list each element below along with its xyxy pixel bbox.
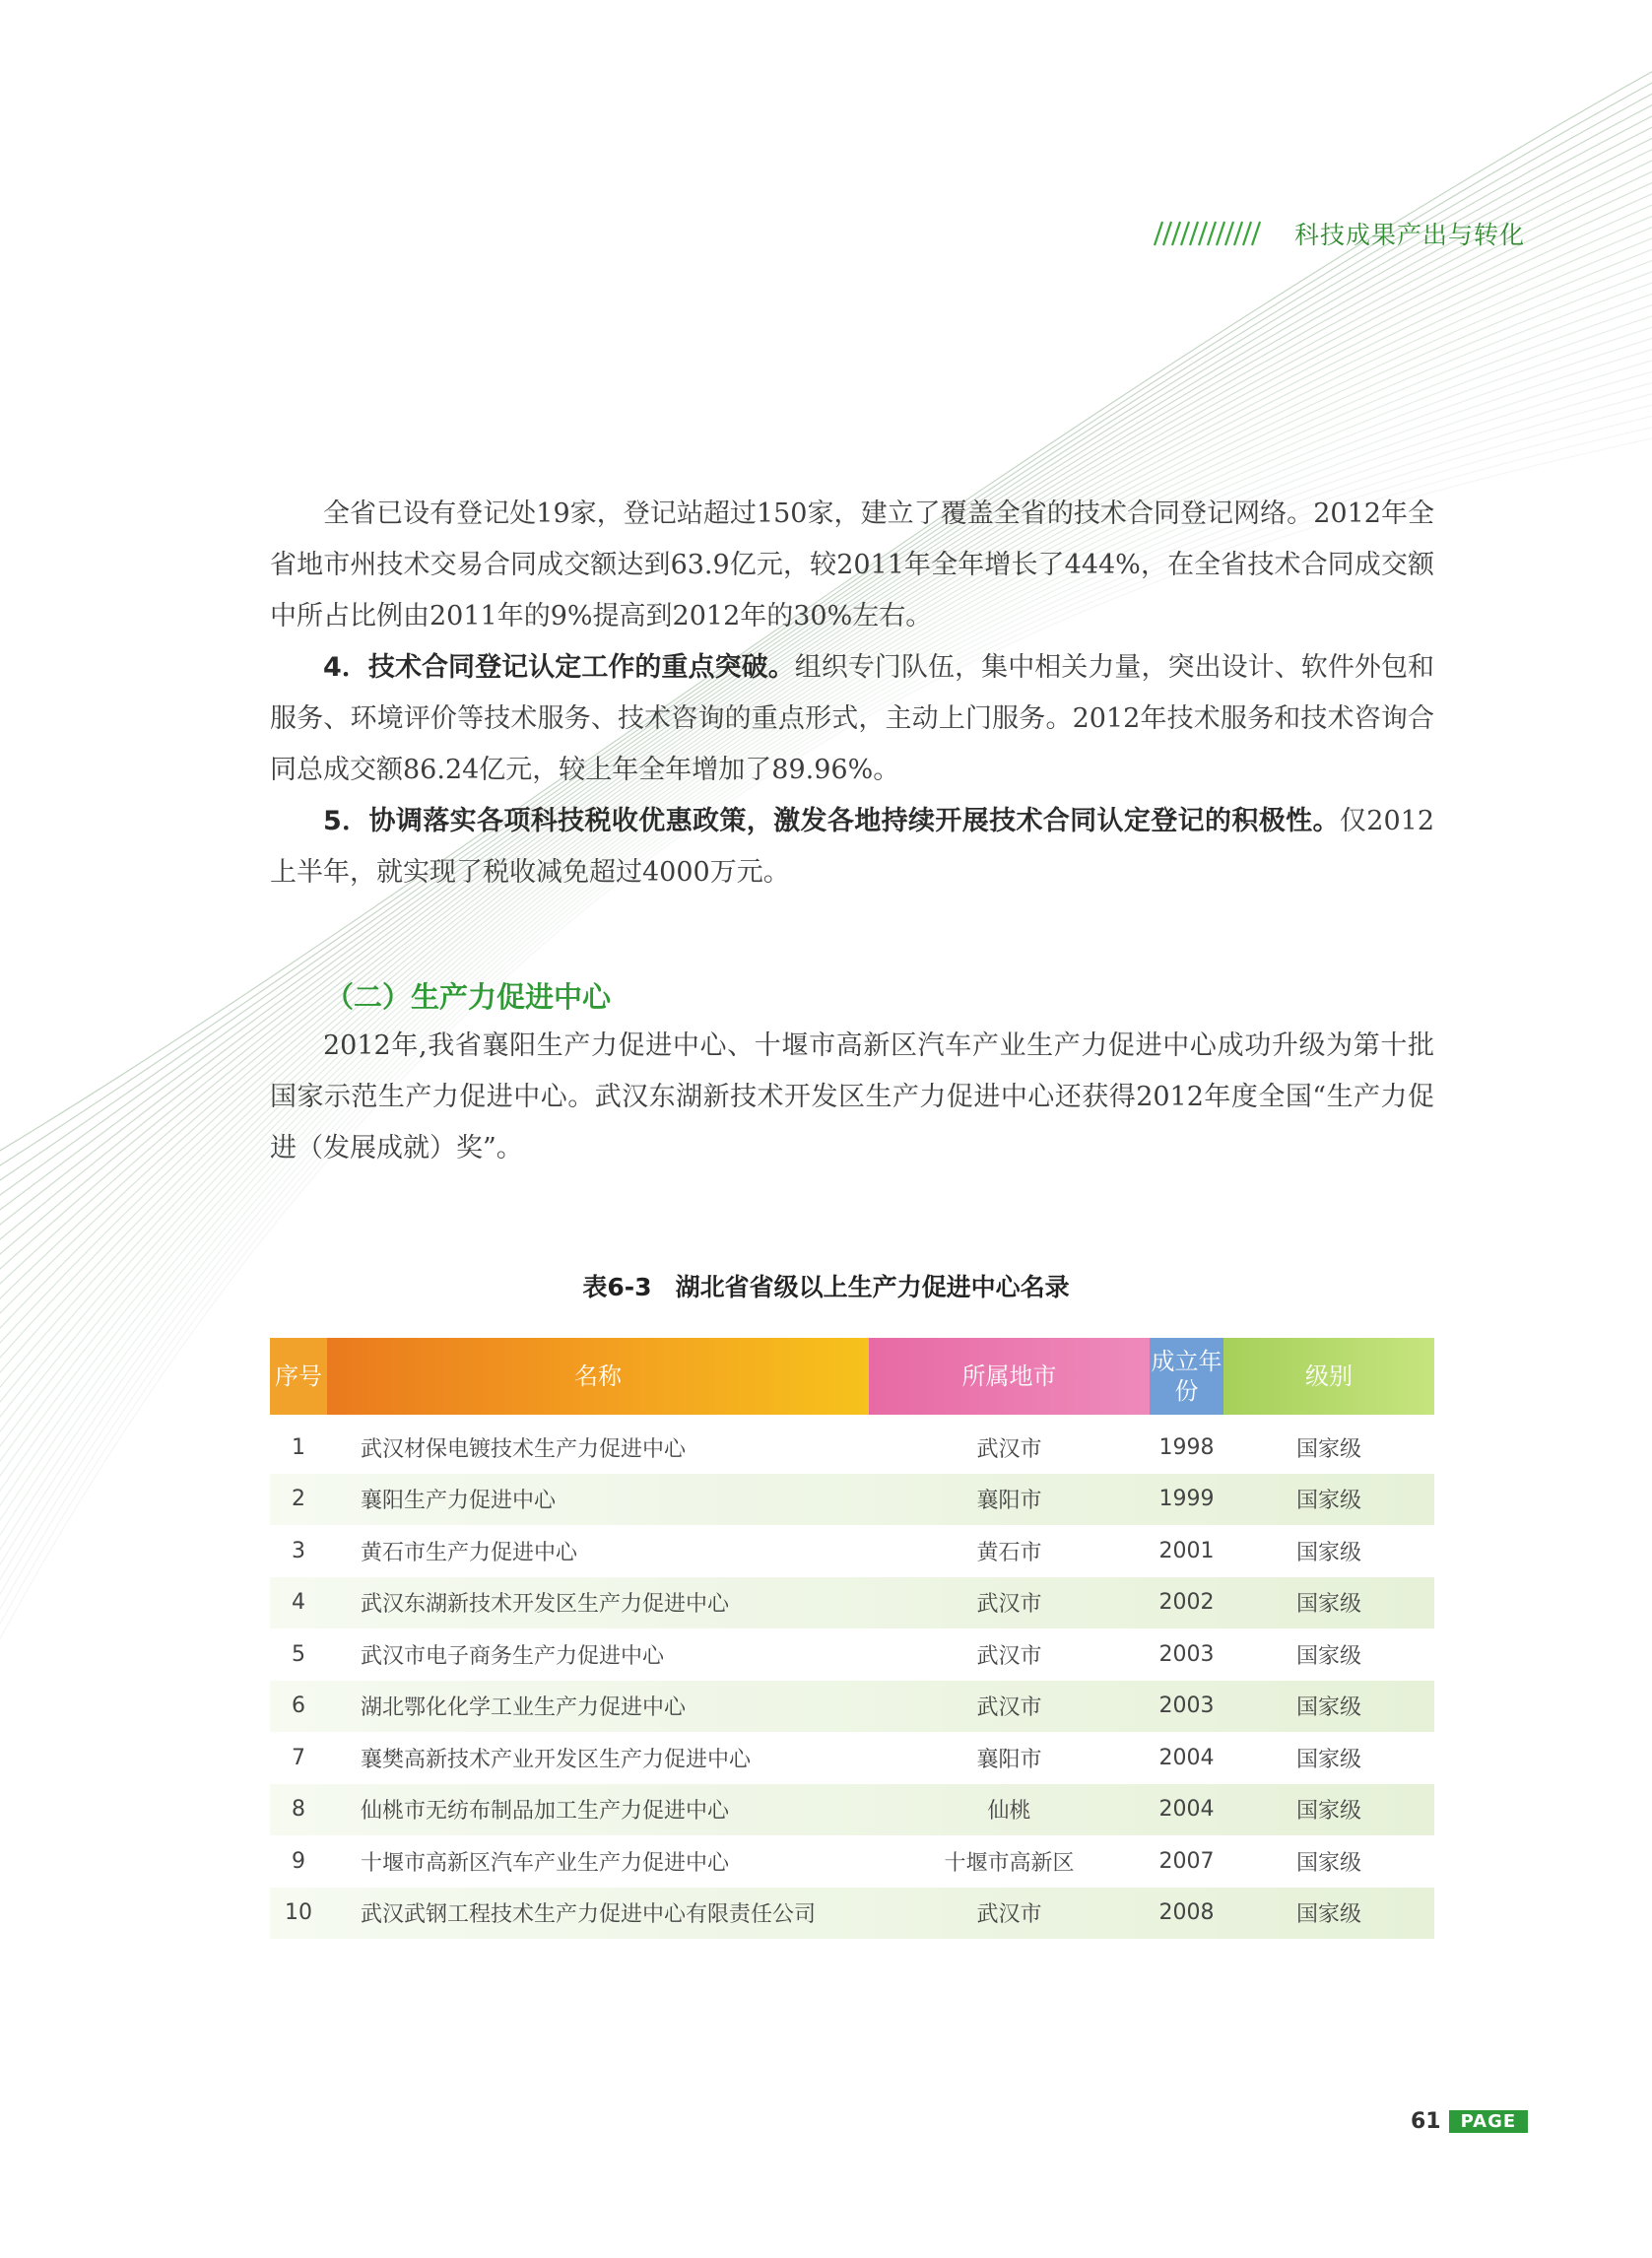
diagonal-stripes-icon: [1151, 220, 1269, 247]
table-title: 湖北省省级以上生产力促进中心名录: [675, 1273, 1070, 1301]
cell-city: 武汉市: [976, 1592, 1042, 1618]
table-row: [270, 1784, 1434, 1836]
running-header: [1151, 212, 1525, 255]
table-row: [270, 1422, 1434, 1474]
section-heading: （二）生产力促进中心: [325, 980, 612, 1014]
cell-no: 9: [292, 1848, 305, 1874]
chapter-title: 科技成果产出与转化: [1294, 221, 1526, 249]
cell-level: 国家级: [1295, 1902, 1361, 1928]
cell-name: 襄阳生产力促进中心: [361, 1489, 557, 1514]
page-number: 61: [1411, 2109, 1441, 2134]
cell-year: 2001: [1158, 1538, 1215, 1563]
paragraph: 4．技术合同登记认定工作的重点突破。组织专门队伍，集中相关力量，突出设计、软件外包和服务、环境评价等技术服务、技术咨询的重点形式，主动上门服务。2012年技术服务和技术咨询合同总成交额86.24亿元，较上年全年增加了89.96%。: [270, 652, 1435, 785]
cell-city: 仙桃: [987, 1799, 1031, 1825]
cell-no: 5: [292, 1641, 305, 1667]
cell-no: 3: [292, 1538, 305, 1563]
paragraph: 2012年,我省襄阳生产力促进中心、十堰市高新区汽车产业生产力促进中心成功升级为第十批国家示范生产力促进中心。武汉东湖新技术开发区生产力促进中心还获得2012年度全国“生产力促进（发展成就）奖”。: [270, 1030, 1434, 1163]
cell-no: 7: [292, 1745, 305, 1770]
table-row: [270, 1835, 1434, 1888]
table-number: 表6-3: [582, 1273, 652, 1301]
cell-no: 6: [292, 1694, 305, 1719]
cell-year: 1998: [1158, 1434, 1215, 1460]
cell-name: 仙桃市无纺布制品加工生产力促进中心: [361, 1799, 730, 1825]
cell-city: 十堰市高新区: [944, 1850, 1075, 1876]
cell-level: 国家级: [1295, 1643, 1361, 1669]
cell-city: 武汉市: [976, 1436, 1042, 1462]
header-year: 成立年份: [1150, 1338, 1223, 1415]
cell-year: 2004: [1158, 1797, 1215, 1823]
table-row: [270, 1681, 1434, 1733]
page-footer: [1411, 2109, 1528, 2134]
cell-city: 黄石市: [976, 1540, 1042, 1565]
cell-year: 2002: [1158, 1590, 1215, 1616]
cell-no: 8: [292, 1797, 305, 1823]
cell-level: 国家级: [1295, 1436, 1361, 1462]
cell-year: 2004: [1158, 1745, 1215, 1770]
cell-name: 襄樊高新技术产业开发区生产力促进中心: [361, 1747, 752, 1772]
header-level: 级别: [1223, 1338, 1434, 1415]
table-row: [270, 1628, 1434, 1681]
header-no: 序号: [270, 1338, 327, 1415]
table-caption: [0, 1268, 1652, 1303]
cell-name: 湖北鄂化化学工业生产力促进中心: [361, 1695, 687, 1721]
body-text-block-2: [270, 1021, 1434, 1174]
header-city: 所属地市: [869, 1338, 1150, 1415]
cell-year: 1999: [1158, 1487, 1215, 1512]
cell-level: 国家级: [1295, 1850, 1361, 1876]
header-name: 名称: [327, 1338, 869, 1415]
cell-year: 2003: [1158, 1641, 1215, 1667]
cell-city: 武汉市: [976, 1643, 1042, 1669]
cell-no: 1: [292, 1434, 305, 1460]
cell-level: 国家级: [1295, 1540, 1361, 1565]
paragraph: 全省已设有登记处19家，登记站超过150家，建立了覆盖全省的技术合同登记网络。2012年全省地市州技术交易合同成交额达到63.9亿元，较2011年全年增长了444%，在全省技术合同成交额中所占比例由2011年的9%提高到2012年的30%左右。: [270, 498, 1434, 631]
table-row: [270, 1577, 1434, 1629]
table-header-row: [270, 1338, 1434, 1415]
cell-city: 武汉市: [976, 1902, 1042, 1928]
cell-level: 国家级: [1295, 1747, 1361, 1772]
cell-name: 武汉材保电镀技术生产力促进中心: [361, 1436, 687, 1462]
cell-no: 2: [292, 1487, 305, 1512]
cell-year: 2008: [1158, 1900, 1215, 1926]
cell-name: 十堰市高新区汽车产业生产力促进中心: [361, 1850, 730, 1876]
cell-level: 国家级: [1295, 1695, 1361, 1721]
page-label: PAGE: [1449, 2110, 1529, 2133]
table-row: [270, 1732, 1434, 1784]
productivity-center-table: [270, 1338, 1434, 1939]
cell-level: 国家级: [1295, 1489, 1361, 1514]
paragraph: 5．协调落实各项科技税收优惠政策，激发各地持续开展技术合同认定登记的积极性。仅2012上半年，就实现了税收减免超过4000万元。: [270, 806, 1434, 888]
cell-level: 国家级: [1295, 1592, 1361, 1618]
cell-city: 襄阳市: [976, 1489, 1042, 1514]
body-text-block-1: [270, 489, 1434, 898]
cell-city: 襄阳市: [976, 1747, 1042, 1772]
table-row: [270, 1474, 1434, 1526]
cell-year: 2007: [1158, 1848, 1215, 1874]
cell-name: 黄石市生产力促进中心: [361, 1540, 578, 1565]
cell-no: 10: [285, 1900, 312, 1926]
cell-no: 4: [292, 1590, 305, 1616]
table-row: [270, 1888, 1434, 1940]
cell-name: 武汉东湖新技术开发区生产力促进中心: [361, 1592, 730, 1618]
cell-level: 国家级: [1295, 1799, 1361, 1825]
cell-name: 武汉武钢工程技术生产力促进中心有限责任公司: [361, 1902, 817, 1928]
cell-year: 2003: [1158, 1694, 1215, 1719]
table-row: [270, 1525, 1434, 1577]
cell-name: 武汉市电子商务生产力促进中心: [361, 1643, 665, 1669]
cell-city: 武汉市: [976, 1695, 1042, 1721]
